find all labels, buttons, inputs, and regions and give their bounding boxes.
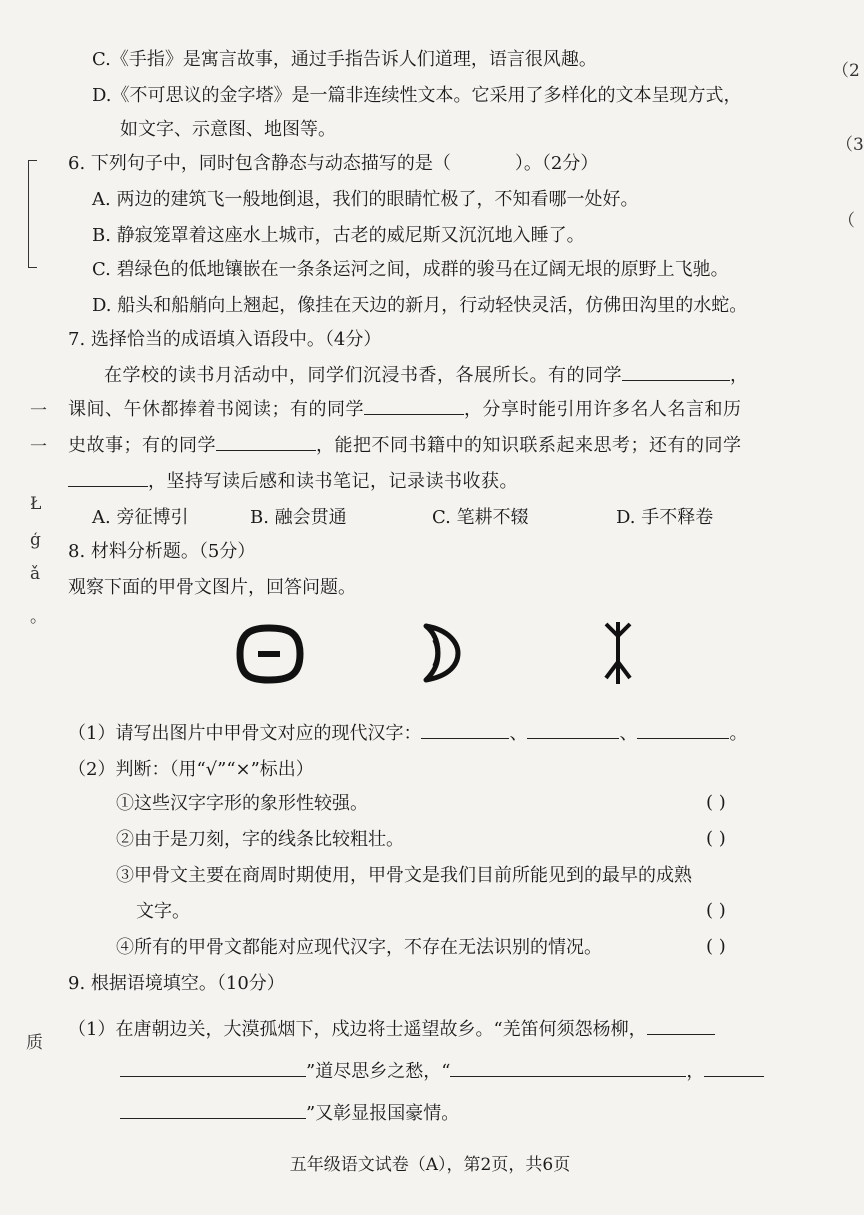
q9-blank-1b[interactable] — [120, 1060, 306, 1077]
q6-stem-text: 6. 下列句子中，同时包含静态与动态描写的是（ — [68, 153, 451, 174]
q8-separator-1: 、 — [509, 723, 528, 744]
q5-option-c: C.《手指》是寓言故事，通过手指告诉人们道理，语言很风趣。 — [92, 49, 597, 70]
q7-text-1b: ， — [730, 365, 749, 386]
margin-mark-right-2: （3 — [836, 135, 864, 155]
margin-bracket — [28, 160, 37, 268]
q9-blank-3a[interactable] — [704, 1060, 764, 1077]
q7-paragraph-line3 — [68, 434, 742, 458]
q8-judge-4: ④所有的甲骨文都能对应现代汉字，不存在无法识别的情况。 — [116, 937, 602, 958]
q8-judge-1-answer[interactable]: ( ) — [706, 792, 726, 813]
q8-judge-1: ①这些汉字字形的象形性较强。 — [116, 793, 368, 814]
oracle-glyph-tree-icon — [598, 618, 638, 688]
page-footer: 五年级语文试卷（A），第2页，共6页 — [289, 1155, 571, 1175]
q7-option-c: C. 笔耕不辍 — [432, 507, 529, 528]
oracle-glyph-moon-icon — [420, 622, 464, 684]
q6-option-b: B. 静寂笼罩着这座水上城市，古老的威尼斯又沉沉地入睡了。 — [92, 225, 585, 246]
margin-mark-right-1: （2 — [832, 61, 860, 81]
q8-sub2: （2）判断：（用“√”“×”标出） — [68, 759, 314, 780]
q9-text-2a: ”道尽思乡之愁，“ — [306, 1061, 451, 1082]
margin-mark-left-6: 。 — [30, 607, 47, 627]
q7-text-2a: 课间、午休都捧着书阅读；有的同学 — [68, 399, 364, 420]
q9-stem: 9. 根据语境填空。（10分） — [68, 973, 285, 994]
q6-option-a: A. 两边的建筑飞一般地倒退，我们的眼睛忙极了，不知看哪一处好。 — [92, 189, 639, 210]
q7-option-d: D. 手不释卷 — [616, 507, 714, 528]
margin-mark-left-1: 一 — [30, 401, 47, 421]
oracle-glyph-sun-icon — [230, 622, 308, 686]
q8-judge-3-line1: ③甲骨文主要在商周时期使用，甲骨文是我们目前所能见到的最早的成熟 — [116, 865, 692, 886]
margin-mark-left-2: 一 — [30, 437, 47, 457]
q7-text-1a: 在学校的读书月活动中，同学们沉浸书香，各展所长。有的同学 — [104, 365, 622, 386]
q7-blank-2[interactable] — [364, 398, 464, 415]
q9-blank-2[interactable] — [450, 1060, 686, 1077]
q8-answer-blank-1[interactable] — [421, 722, 509, 739]
q7-text-3a: 史故事；有的同学 — [68, 435, 216, 456]
q9-sub1-text: （1）在唐朝边关，大漠孤烟下，戍边将士遥望故乡。“羌笛何须怨杨柳， — [68, 1019, 647, 1040]
q8-answer-blank-2[interactable] — [527, 722, 619, 739]
q8-stem: 8. 材料分析题。（5分） — [68, 541, 256, 562]
q9-text-2b: ， — [686, 1061, 705, 1082]
q8-judge-2-answer[interactable]: ( ) — [706, 828, 726, 849]
q6-stem — [68, 152, 598, 176]
q5-option-d-line2: 如文字、示意图、地图等。 — [120, 119, 336, 140]
q9-sub1-line1 — [68, 1018, 715, 1042]
margin-mark-left-3: Ł — [30, 494, 42, 514]
margin-mark-right-3: （ — [838, 211, 855, 231]
q6-option-c: C. 碧绿色的低地镶嵌在一条条运河之间，成群的骏马在辽阔无垠的原野上飞驰。 — [92, 259, 729, 280]
q8-separator-2: 、 — [619, 723, 638, 744]
q9-blank-1a[interactable] — [647, 1018, 715, 1035]
q9-blank-3b[interactable] — [120, 1102, 306, 1119]
q7-text-4: ，坚持写读后感和读书笔记，记录读书收获。 — [148, 471, 518, 492]
margin-mark-left-5: ǎ — [30, 564, 41, 584]
q8-intro: 观察下面的甲骨文图片，回答问题。 — [68, 577, 356, 598]
q8-answer-blank-3[interactable] — [637, 722, 729, 739]
q8-judge-4-answer[interactable]: ( ) — [706, 936, 726, 957]
q8-sub1-text: （1）请写出图片中甲骨文对应的现代汉字： — [68, 723, 422, 744]
q6-option-d: D. 船头和船艄向上翘起，像挂在天边的新月，行动轻快灵活，仿佛田沟里的水蛇。 — [92, 295, 748, 316]
q7-paragraph-line4 — [68, 470, 518, 494]
q8-judge-3-answer[interactable]: ( ) — [706, 900, 726, 921]
q6-stem-score: ）。（2分） — [514, 153, 599, 174]
q8-sub1 — [68, 722, 747, 746]
margin-mark-left-4: ģ — [30, 530, 41, 550]
q7-paragraph-line2 — [68, 398, 742, 422]
q9-text-3: ”又彰显报国豪情。 — [306, 1103, 460, 1124]
q9-sub1-line3 — [120, 1102, 459, 1126]
q7-text-3b: ，能把不同书籍中的知识联系起来思考；还有的同学 — [316, 435, 742, 456]
q9-sub1-line2 — [120, 1060, 764, 1084]
q7-text-2b: ，分享时能引用许多名人名言和历 — [464, 399, 742, 420]
q7-option-b: B. 融会贯通 — [250, 507, 347, 528]
q7-paragraph-line1 — [104, 364, 749, 388]
margin-mark-left-7: 质 — [26, 1033, 43, 1053]
q8-judge-2: ②由于是刀刻，字的线条比较粗壮。 — [116, 829, 404, 850]
q7-stem: 7. 选择恰当的成语填入语段中。（4分） — [68, 329, 382, 350]
q8-judge-3-line2: 文字。 — [136, 901, 190, 922]
q8-sub1-end: 。 — [729, 723, 748, 744]
q7-blank-4[interactable] — [68, 470, 148, 487]
q5-option-d-line1: D.《不可思议的金字塔》是一篇非连续性文本。它采用了多样化的文本呈现方式， — [92, 85, 742, 106]
q7-option-a: A. 旁征博引 — [92, 507, 189, 528]
q7-blank-1[interactable] — [622, 364, 730, 381]
q7-blank-3[interactable] — [216, 434, 316, 451]
